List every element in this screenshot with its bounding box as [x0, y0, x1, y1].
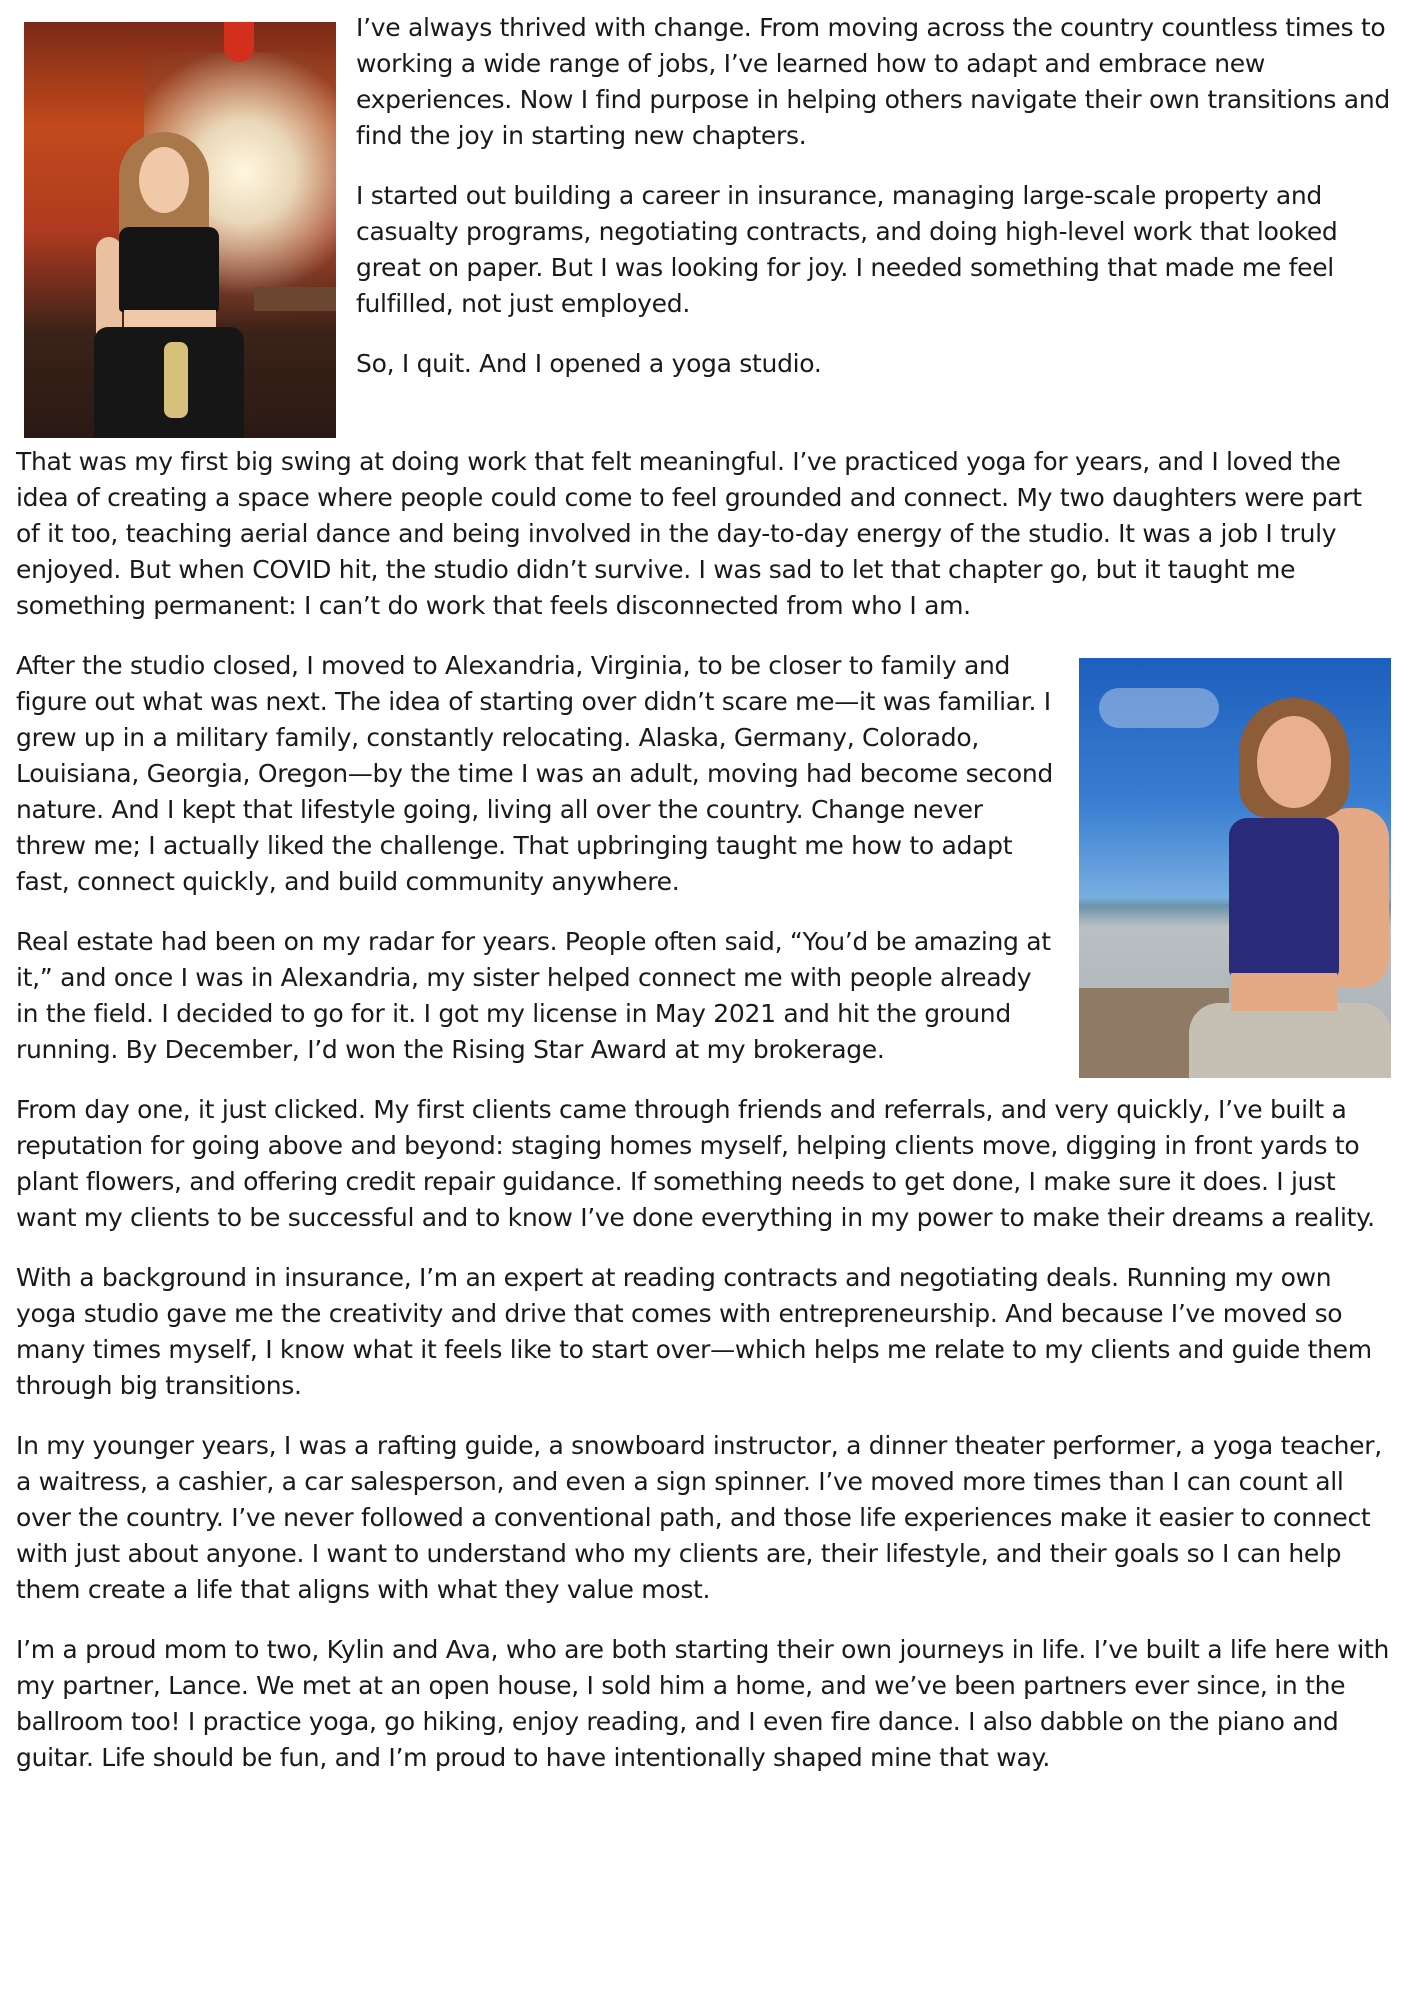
purple-top: [1229, 818, 1339, 978]
face: [139, 147, 189, 213]
paragraph-first-big-swing: That was my first big swing at doing work that felt meaningful. I’ve practiced yoga for years, and I loved the idea of creating a space where people could come to feel grounded and connect. My two daughters were part of it too, teaching aerial dance and being involved in the day-to-day energy of the studio. It was a job I truly enjoyed. But when COVID hit, the studio didn’t survive. I was sad to let that chapter go, but it taught me something permanent: I can’t do work that feels disconnected from who I am.: [16, 447, 1362, 620]
portrait-photo-studio: [24, 22, 336, 438]
midriff: [1231, 973, 1337, 1011]
red-lantern: [224, 22, 254, 62]
paragraph-family: I’m a proud mom to two, Kylin and Ava, who are both starting their own journeys in life. I’ve built a life here with my partner, Lance. We met at an open house, I sold him a home, and we’ve been partners ever since, in the ballroom too! I practice yoga, go hiking, enjoy reading, and I even fire dance. I also dabble on the piano and guitar. Life should be fun, and I’m proud to have intentionally shaped mine that way.: [16, 1635, 1390, 1772]
face: [1257, 716, 1331, 808]
paragraph-intro: I’ve always thrived with change. From moving across the country countless times to working a wide range of jobs, I’ve learned how to adapt and embrace new experiences. Now I find purpose in helping others navigate their own transitions and find the joy in starting new chapters.: [356, 13, 1390, 150]
wooden-table: [254, 287, 336, 311]
paragraph-alexandria-move: After the studio closed, I moved to Alexandria, Virginia, to be closer to family and figure out what was next. The idea of starting over didn’t scare me—it was familiar. I grew up in a military family, constantly relocating. Alaska, Germany, Colorado, Louisiana, Georgia, Oregon—by the time I was an adult, moving had become second nature. And I kept that lifestyle going, living all over the country. Change never threw me; I actually liked the challenge. That upbringing taught me how to adapt fast, connect quickly, and build community anywhere.: [16, 651, 1053, 896]
bottle: [164, 342, 188, 418]
bio-document: [16, 10, 1391, 1800]
paragraph-day-one: From day one, it just clicked. My first clients came through friends and referrals, and very quickly, I’ve built a reputation for going above and beyond: staging homes myself, helping clients move, digging in front yards to plant flowers, and offering credit repair guidance. If something needs to get done, I make sure it does. I just want my clients to be successful and to know I’ve done everything in my power to make their dreams a reality.: [16, 1095, 1375, 1232]
cloud: [1099, 688, 1219, 728]
portrait-photo-seaside: [1079, 658, 1391, 1078]
paragraph-background: With a background in insurance, I’m an expert at reading contracts and negotiating deals. Running my own yoga studio gave me the creativity and drive that comes with entrepreneurship. And because I’ve moved so many times myself, I know what it feels like to start over—which helps me relate to my clients and guide them through big transitions.: [16, 1263, 1372, 1400]
light-pants: [1189, 1003, 1391, 1078]
paragraph-real-estate: Real estate had been on my radar for years. People often said, “You’d be amazing at it,” and once I was in Alexandria, my sister helped connect me with people already in the field. I decided to go for it. I got my license in May 2021 and hit the ground running. By December, I’d won the Rising Star Award at my brokerage.: [16, 927, 1051, 1064]
paragraph-yoga-studio: So, I quit. And I opened a yoga studio.: [356, 349, 822, 378]
paragraph-younger-years: In my younger years, I was a rafting guide, a snowboard instructor, a dinner theater performer, a yoga teacher, a waitress, a cashier, a car salesperson, and even a sign spinner. I’ve moved more times than I can count all over the country. I’ve never followed a conventional path, and those life experiences make it easier to connect with just about anyone. I want to understand who my clients are, their lifestyle, and their goals so I can help them create a life that aligns with what they value most.: [16, 1431, 1382, 1604]
paragraph-insurance-career: I started out building a career in insurance, managing large-scale property and casualty programs, negotiating contracts, and doing high-level work that looked great on paper. But I was looking for joy. I needed something that made me feel fulfilled, not just employed.: [356, 181, 1338, 318]
black-top: [119, 227, 219, 312]
